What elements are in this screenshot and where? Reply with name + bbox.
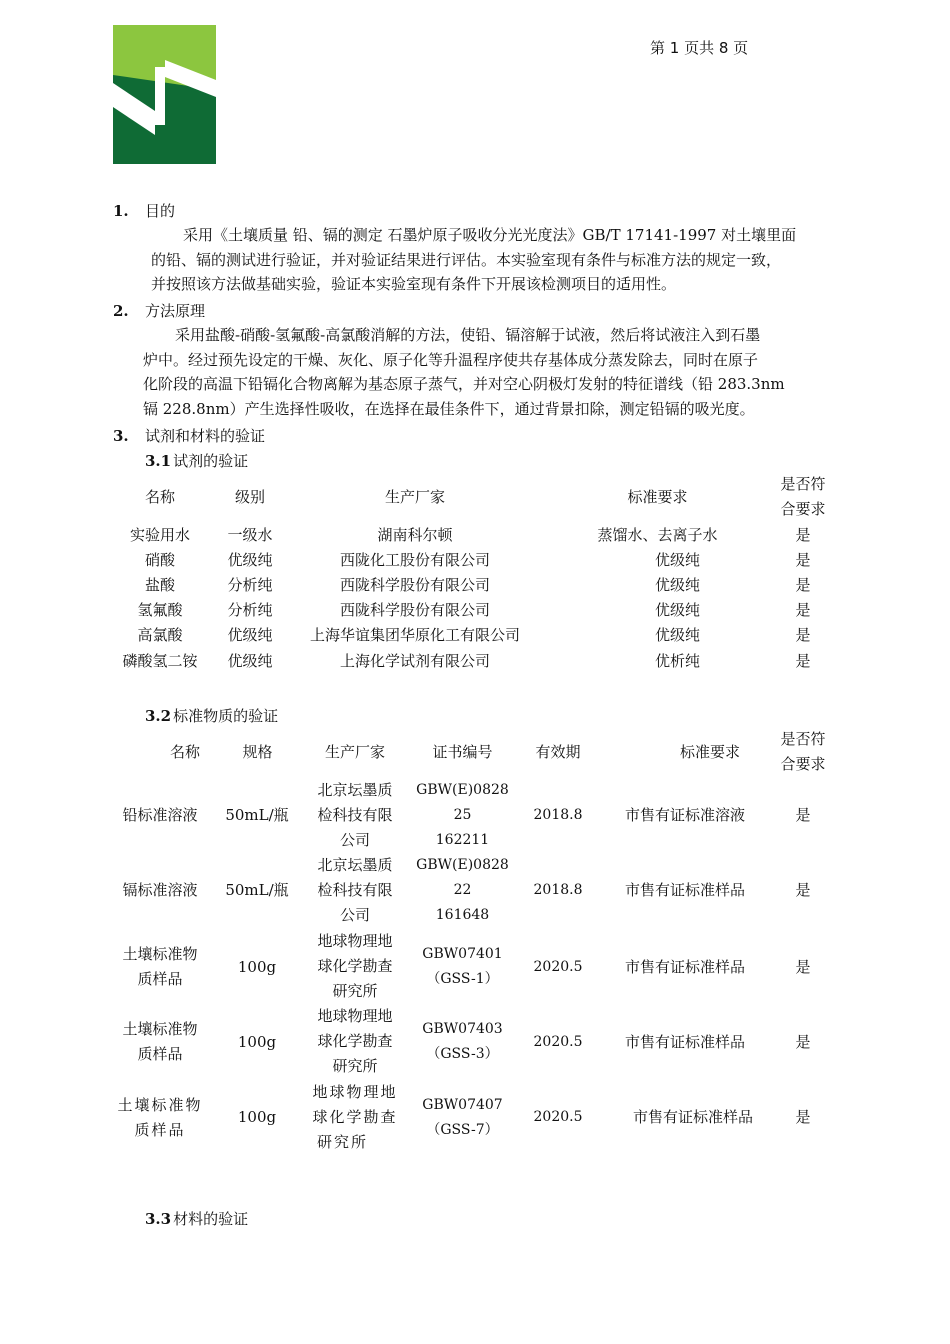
table-cell: 质样品 [137,1045,183,1063]
table-cell: 球化学勘查 [312,1108,398,1126]
table-cell: 2018.8 [533,882,583,898]
section-1-body [143,223,843,297]
table-cell: 25 [453,807,472,823]
paragraph-line: 镉 228.8nm）产生选择性吸收，在选择在最佳条件下，通过背景扣除，测定铅镉的吸光度。 [143,399,755,418]
table-cell: 100g [237,958,277,976]
table-cell: 2020.5 [533,959,583,975]
table-cell: 一级水 [227,526,273,544]
table-cell: 西陇化工股份有限公司 [339,551,490,569]
subsection-3-3-heading [145,1208,248,1229]
section-1-heading [113,200,175,221]
table-cell: 公司 [339,906,370,924]
table-cell: 2020.5 [533,1109,583,1125]
section-number: 2. [113,302,129,320]
table-cell: （GSS-7） [426,1122,499,1138]
table-cell: 公司 [339,831,370,849]
table-header: 是否符 [780,730,826,748]
table-cell: 上海化学试剂有限公司 [339,652,490,670]
table-cell: 西陇科学股份有限公司 [339,601,490,619]
table-cell: 是 [795,526,811,544]
table-cell: 优级纯 [654,626,700,644]
subsection-3-1-heading [145,450,248,471]
subsection-number: 3.2 [145,707,172,725]
section-3-heading [113,425,265,446]
table-cell: 是 [795,806,811,824]
subsection-title: 标准物质的验证 [173,707,279,725]
table-cell: 市售有证标准样品 [624,1033,745,1051]
table-cell: 研究所 [316,1133,368,1151]
page-number: 第 1 页共 8 页 [650,39,749,57]
table-cell: 地球物理地 [317,932,393,950]
table-cell: GBW07407 [422,1097,503,1113]
table-cell: 是 [795,1033,811,1051]
table-cell: 土壤标准物 [117,1096,203,1114]
table-cell: 土壤标准物 [122,1020,198,1038]
subsection-number: 3.3 [145,1210,172,1228]
table-cell: GBW07401 [422,946,503,962]
table-cell: 优级纯 [227,551,273,569]
section-title: 方法原理 [145,302,206,320]
table-cell: 优析纯 [654,652,700,670]
table-cell: 研究所 [332,1057,378,1075]
table-cell: GBW(E)0828 [416,782,509,798]
subsection-number: 3.1 [145,452,172,470]
section-2-body [143,323,843,421]
table-cell: 50mL/瓶 [225,881,289,899]
table-cell: 2018.8 [533,807,583,823]
table-header: 生产厂家 [384,488,445,506]
table-cell: 土壤标准物 [122,945,198,963]
table-cell: 优级纯 [654,601,700,619]
table-header: 名称 [169,743,200,761]
table-cell: 质样品 [134,1121,186,1139]
table-cell: 地球物理地 [312,1083,398,1101]
table-cell: 优级纯 [654,551,700,569]
paragraph-line: 的铅、镉的测试进行验证，并对验证结果进行评估。本实验室现有条件与标准方法的规定一致， [151,250,782,269]
section-title: 试剂和材料的验证 [145,427,266,445]
table-cell: 优级纯 [227,652,273,670]
table-cell: 是 [795,601,811,619]
table-cell: 磷酸氢二铵 [122,652,198,670]
table-cell: 铅标准溶液 [122,806,198,824]
table-cell: 是 [795,652,811,670]
table-cell: 湖南科尔顿 [377,526,453,544]
table-cell: 是 [795,881,811,899]
subsection-3-2-heading [145,705,278,726]
table-cell: 实验用水 [129,526,190,544]
table-header: 名称 [144,488,175,506]
table-cell: 高氯酸 [137,626,183,644]
table-cell: （GSS-1） [426,971,499,987]
table-cell: 市售有证标准样品 [624,881,745,899]
table-cell: 2020.5 [533,1034,583,1050]
table-cell: 上海华谊集团华原化工有限公司 [309,626,520,644]
table-cell: 是 [795,551,811,569]
table-cell: 市售有证标准样品 [632,1108,753,1126]
table-cell: 是 [795,576,811,594]
section-2-heading [113,300,205,321]
table-cell: 市售有证标准样品 [624,958,745,976]
table-cell: 22 [453,882,472,898]
table-header: 标准要求 [679,743,740,761]
table-cell: 北京坛墨质 [317,781,393,799]
table-cell: 检科技有限 [317,881,393,899]
table-cell: 是 [795,1108,811,1126]
table-cell: 162211 [435,832,490,848]
table-cell: 是 [795,958,811,976]
table-header: 有效期 [535,743,581,761]
table-header: 级别 [234,488,265,506]
paragraph-line: 炉中。经过预先设定的干燥、灰化、原子化等升温程序使共存基体成分蒸发除去，同时在原子 [143,350,759,369]
table-cell: 盐酸 [144,576,175,594]
table-cell: GBW(E)0828 [416,857,509,873]
table-cell: 161648 [435,907,490,923]
table-cell: 地球物理地 [317,1007,393,1025]
table-header: 合要求 [780,500,826,518]
section-title: 目的 [145,202,176,220]
table-header: 是否符 [780,475,826,493]
table-cell: 分析纯 [227,576,273,594]
table-cell: 球化学勘查 [317,957,393,975]
section-number: 1. [113,202,129,220]
table-cell: 市售有证标准溶液 [624,806,745,824]
table-header: 生产厂家 [324,743,385,761]
table-cell: 氢氟酸 [137,601,183,619]
paragraph-line: 化阶段的高温下铅镉化合物离解为基态原子蒸气，并对空心阴极灯发射的特征谱线（铅 283.3nm [143,375,785,393]
table-cell: 镉标准溶液 [122,881,198,899]
table-cell: 是 [795,626,811,644]
table-cell: GBW07403 [422,1021,503,1037]
subsection-title: 试剂的验证 [173,452,249,470]
table-cell: （GSS-3） [426,1046,499,1062]
table-cell: 100g [237,1108,277,1126]
table-header: 标准要求 [627,488,688,506]
table-cell: 蒸馏水、去离子水 [597,526,718,544]
table-cell: 球化学勘查 [317,1032,393,1050]
table-cell: 硝酸 [144,551,175,569]
paragraph-line: 采用盐酸-硝酸-氢氟酸-高氯酸消解的方法，使铅、镉溶解于试液，然后将试液注入到石墨 [175,326,761,344]
table-cell: 检科技有限 [317,806,393,824]
table-cell: 研究所 [332,982,378,1000]
table-header: 合要求 [780,755,826,773]
table-cell: 100g [237,1033,277,1051]
subsection-title: 材料的验证 [173,1210,249,1228]
table-cell: 优级纯 [227,626,273,644]
table-cell: 分析纯 [227,601,273,619]
section-number: 3. [113,427,129,445]
table-header: 规格 [242,743,273,761]
paragraph-line: 采用《土壤质量 铅、镉的测定 石墨炉原子吸收分光光度法》GB/T 17141-1997 对土壤里面 [183,226,797,244]
table-cell: 西陇科学股份有限公司 [339,576,490,594]
table-header: 证书编号 [432,743,493,761]
company-logo [113,25,216,164]
paragraph-line: 并按照该方法做基础实验，验证本实验室现有条件下开展该检测项目的适用性。 [151,275,677,293]
table-cell: 质样品 [137,970,183,988]
table-cell: 50mL/瓶 [225,806,289,824]
table-cell: 优级纯 [654,576,700,594]
table-cell: 北京坛墨质 [317,856,393,874]
